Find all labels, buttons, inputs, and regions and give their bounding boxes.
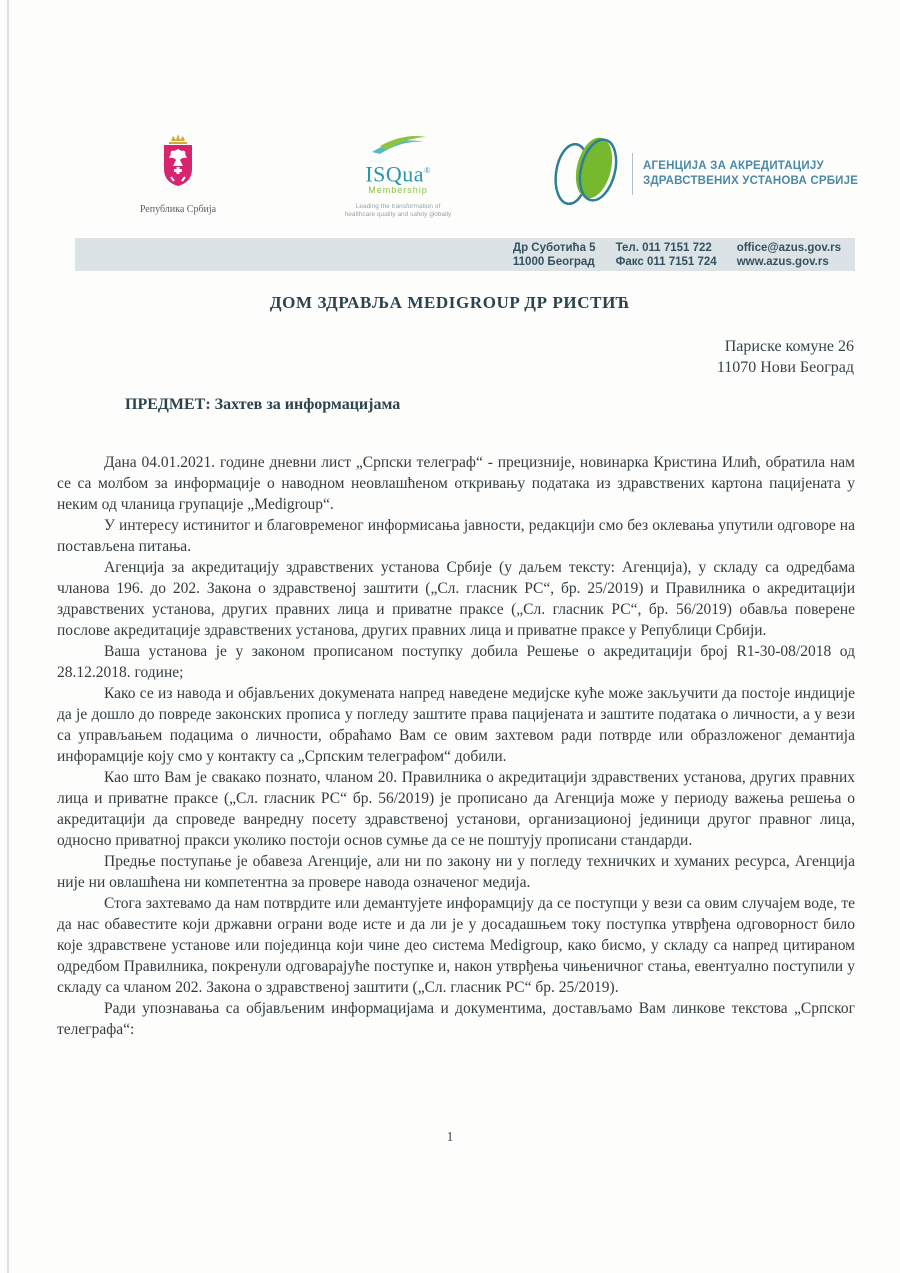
letter-paragraph: Агенција за акредитацију здравствених установа Србије (у даљем тексту: Агенција), у складу са одредбама чланова 196. до 202. Закона о здравственој заштити („Сл. гласник РС“, бр. 25/2019) и Правилника о акредитацији здравствених установа, других правних лица и приватне праксе („Сл. гласник РС“, бр. 56/2019) обавља поверене послове акредитације здравствених установа, других правних лица и приватне праксе у Републици Србији.: [57, 559, 855, 639]
isqua-swoosh-icon: [366, 143, 430, 160]
letter-paragraph: У интересу истинитог и благовременог информисања јавности, редакцији смо без оклевања упутили одговоре на постављена питања.: [57, 517, 855, 555]
contact-phone-fax: Тел. 011 7151 722 Факс 011 7151 724: [615, 241, 717, 268]
contact-email-web: [737, 241, 841, 269]
agency-logo: [548, 130, 858, 217]
registered-trademark-symbol: ®: [424, 166, 431, 175]
contact-website: www.azus.gov.rs: [736, 255, 829, 268]
agency-name: АГЕНЦИЈА ЗА АКРЕДИТАЦИЈУ ЗДРАВСТВЕНИХ УСТАНОВА СРБИЈЕ: [643, 159, 859, 187]
isqua-wordmark: ISQua®: [365, 161, 431, 187]
subject-line: ПРЕДМЕТ: Захтев за информацијама: [125, 396, 401, 413]
recipient-title: ДОМ ЗДРАВЉА MEDIGROUP ДР РИСТИЋ: [269, 293, 631, 312]
letter-paragraph: Предње поступање је обавеза Агенције, али ни по закону ни у погледу техничких и хуманих ресурса, Агенција није ни овлашћена ни компетентна за провере навода означеног медија.: [57, 853, 855, 891]
agency-ellipses-icon: [548, 130, 626, 217]
letter-body: [57, 452, 855, 1040]
coat-of-arms-caption: Република Србија: [139, 204, 217, 215]
isqua-tagline: Leading the transformation of healthcare quality and safety globally: [344, 203, 452, 219]
contact-address: Др Суботића 5 11000 Београд: [512, 241, 596, 268]
republic-of-serbia-logo: [138, 133, 218, 215]
letter-paragraph: Као што Вам је свакако познато, чланом 20. Правилника о акредитацији здравствених установа, других правних лица и приватне праксе („Сл. гласник РС“ бр. 56/2019) је прописано да Агенција може у периоду важења решења о акредитацији да спроведе ванредну посету здравственој установи, организационој јединици другог правног лица, односно приватној пракси уколико постоји основ сумње да се не поштују прописани стандарди.: [57, 769, 855, 849]
isqua-logo: [338, 134, 458, 219]
contact-band: [75, 238, 855, 271]
letter-paragraph: Стога захтевамо да нам потврдите или демантујете инфорамцију да се поступци у вези са овим случајем воде, те да нас обавестите који државни ограни воде исте и да ли је у досадашњем току поступка утврђена одговорност било које здравствене установе или појединца који чине део система Medigroup, како бисмо, у складу са напред цитираном одредбом Правилника, покренули одговарајуће поступке и, након утврђења чињеничног стања, евентуално поступили у складу са чланом 202. Закона о здравственој заштити („Сл. гласник РС“ бр. 25/2019).: [57, 895, 855, 996]
contact-email: office@azus.gov.rs: [736, 241, 841, 254]
letter-paragraph: Како се из навода и објављених докумената напред наведене медијске куће може закључити да постоје индиције да је дошло до повреде законских прописа у погледу заштите права пацијената и заштите података о личности, а у вези са управљањем подацима о личности, обраћамо Вам се овим захтевом ради потврде или образложеног демантија инфорамције коју смо у контакту са „Српским телеграфом“ добили.: [57, 685, 855, 765]
letter-paragraph: Ради упознавања са објављеним информацијама и документима, достављамо Вам линкове текстова „Српског телеграфа“:: [57, 1000, 855, 1038]
letter-paragraph: Ваша установа је у законом прописаном поступку добила Решење о акредитацији број R1-30-08/2018 од 28.12.2018. године;: [57, 643, 855, 681]
isqua-membership-label: Membership: [368, 185, 428, 196]
recipient-address: Париске комуне 26 11070 Нови Београд: [716, 338, 854, 376]
scan-edge-artifact: [7, 0, 9, 1273]
serbia-coat-of-arms-icon: [149, 182, 207, 199]
page-number: 1: [446, 1130, 454, 1145]
agency-logo-divider: [632, 153, 633, 195]
letter-paragraph: Дана 04.01.2021. године дневни лист „Српски телеграф“ - прецизније, новинарка Кристина Илић, обратила нам се са молбом за информације о наводном неовлашћеном откривању података из здравствених картона пацијената у неким од чланица групације „Medigroup“.: [57, 454, 855, 513]
